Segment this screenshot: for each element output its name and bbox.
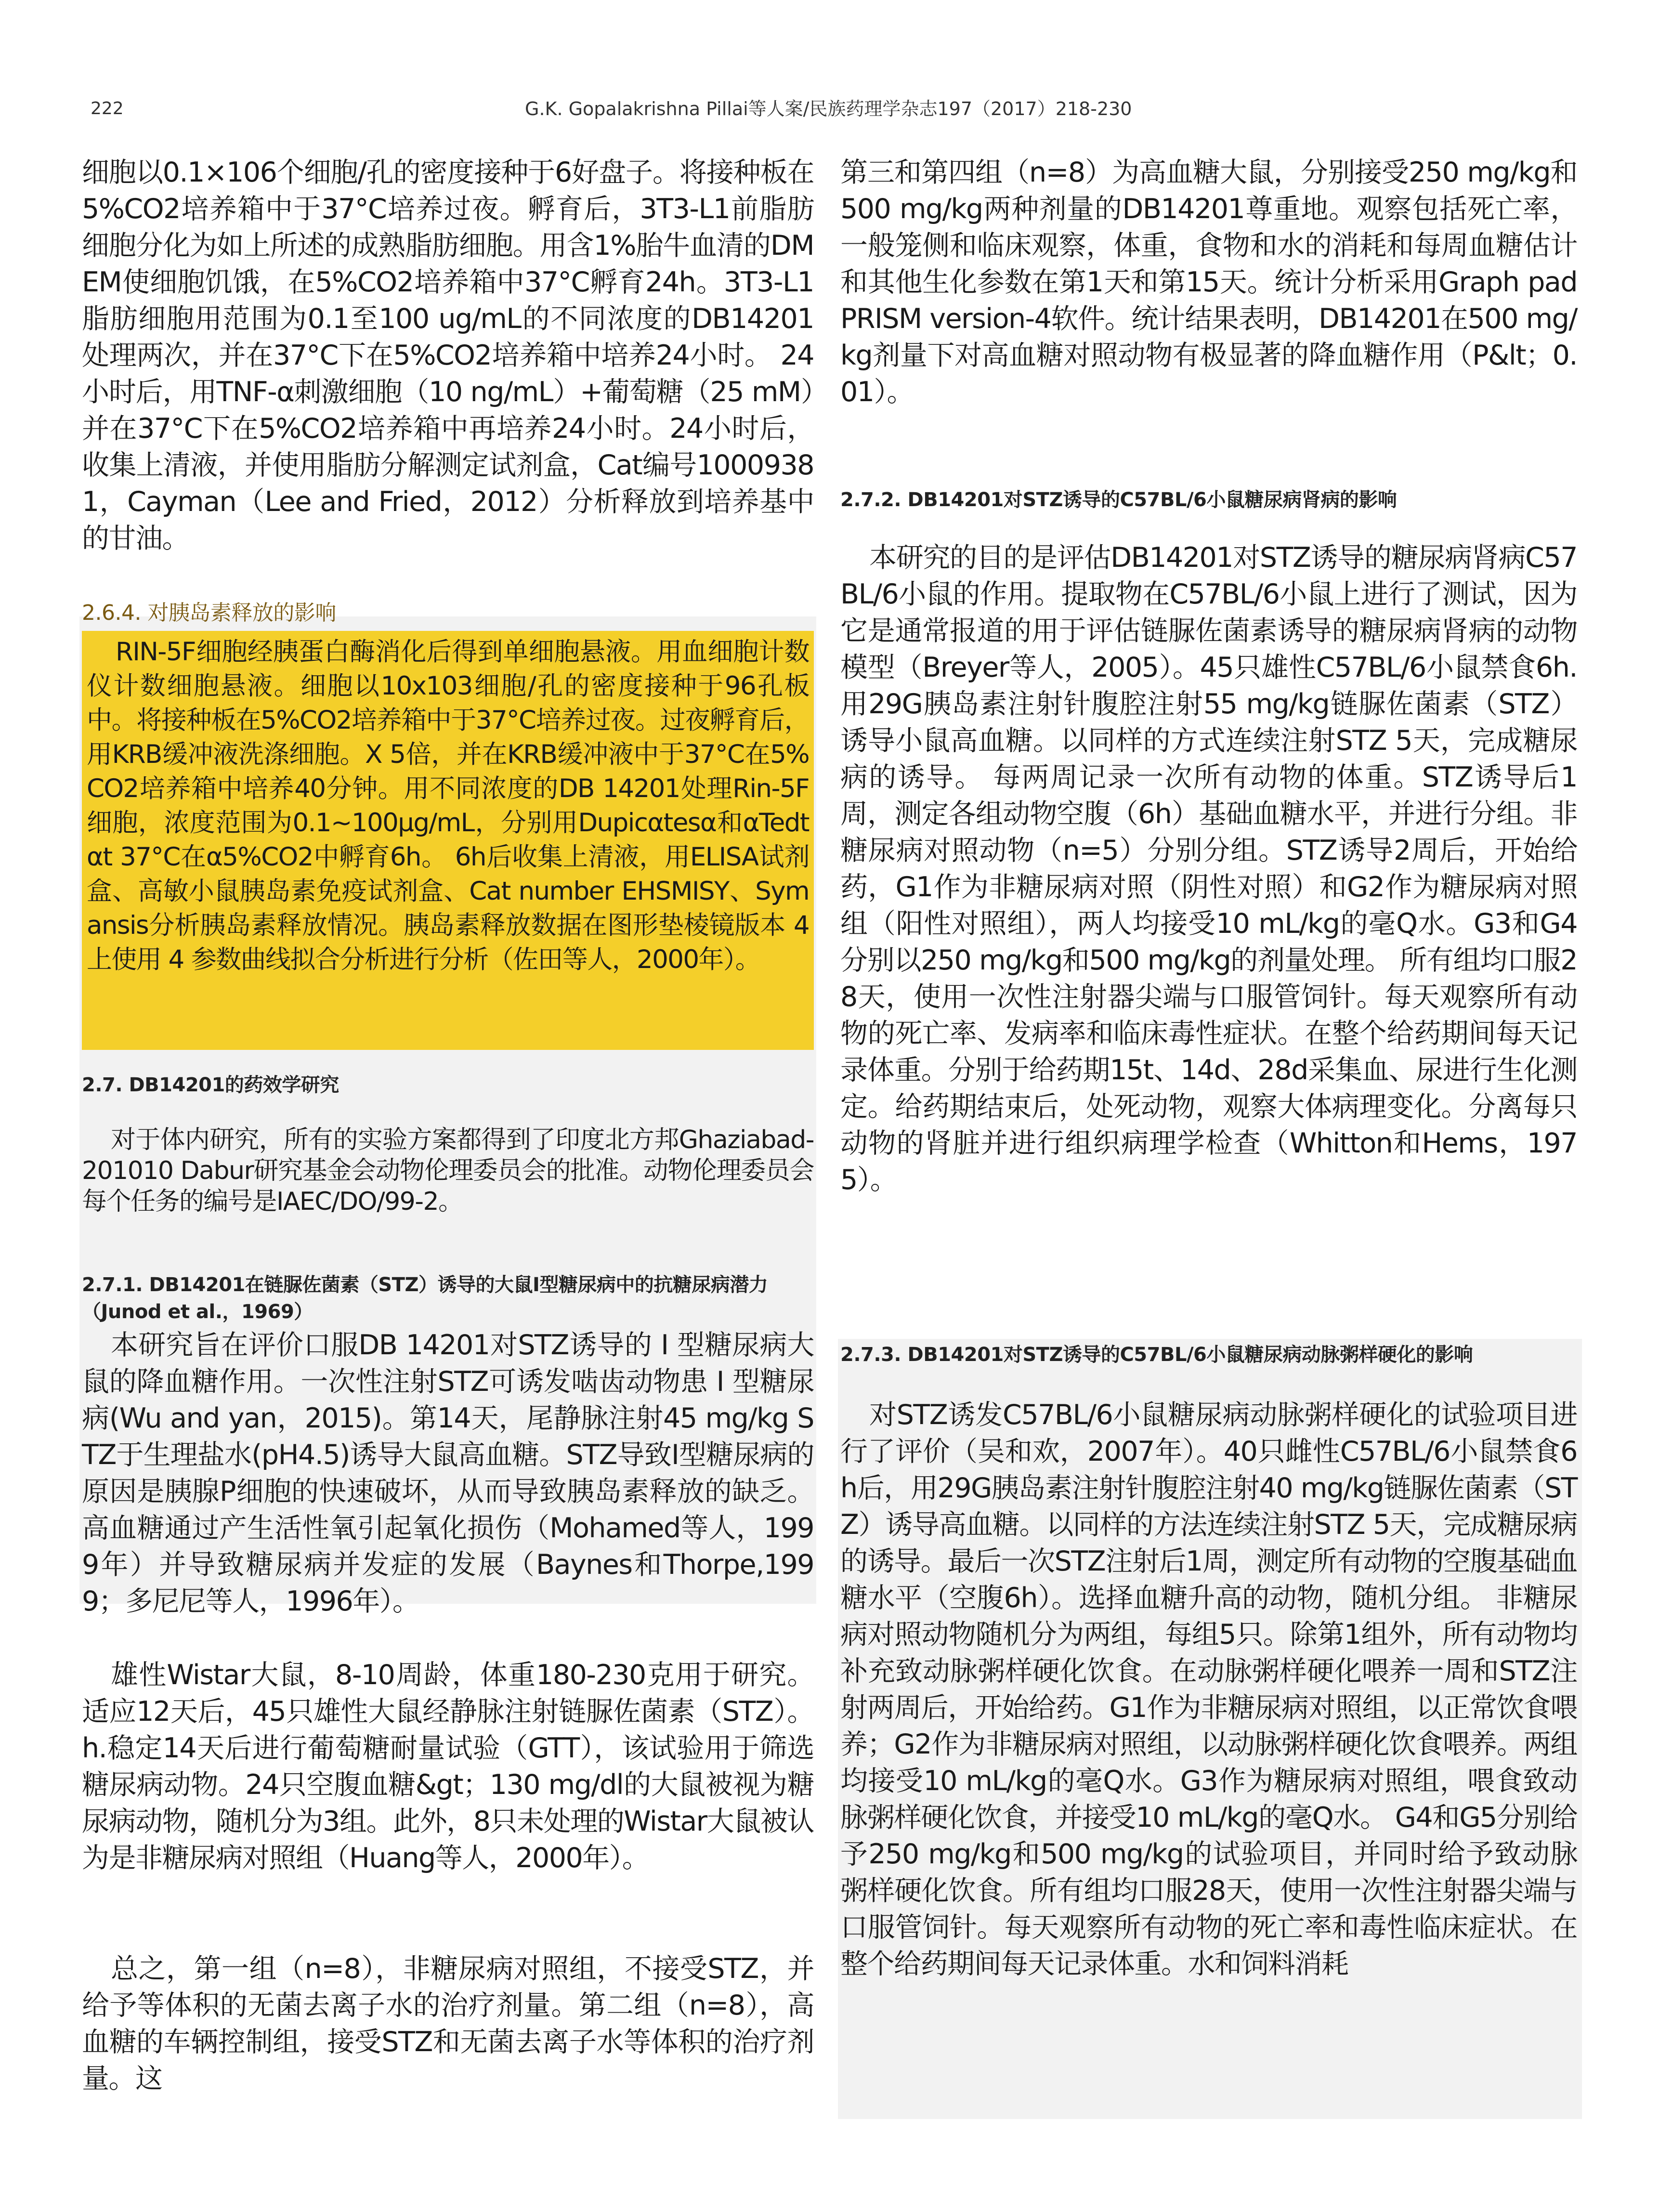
para-wistar-rats: 雄性Wistar大鼠，8-10周龄，体重180-230克用于研究。适应12天后，45只雄性大鼠经静脉注射链脲佐菌素（STZ）。h.稳定14天后进行葡萄糖耐量试验（GTT），该试验用于筛选糖尿病动物。24只空腹血糖&gt；130 mg/dl的大鼠被视为糖尿病动物，随机分为3组。此外，8只未处理的Wistar大鼠被认为是非糖尿病对照组（Huang等人，2000年）。 (82, 1659, 814, 1874)
running-title: G.K. Gopalakrishna Pillai等人案/民族药理学杂志197（2017）218-230 (525, 98, 1132, 119)
section-264 (82, 600, 814, 627)
para-atherosclerosis: 对STZ诱发C57BL/6小鼠糖尿病动脉粥样硬化的试验项目进行了评价（吴和欢，2007年）。40只雌性C57BL/6小鼠禁食6h后，用29G胰岛素注射针腹腔注射40 mg/kg链脲佐菌素（STZ）诱导高血糖。以同样的方法连续注射STZ 5天，完成糖尿病的诱导。最后一次STZ注射后1周，测定所有动物的空腹基础血糖水平（空腹6h）。选择血糖升高的动物，随机分组。 非糖尿病对照动物随机分为两组，每组5只。除第1组外，所有动物均补充致动脉粥样硬化饮食。在动脉粥样硬化喂养一周和STZ注射两周后，开始给药。G1作为非糖尿病对照组，以正常饮食喂养；G2作为非糖尿病对照组，以动脉粥样硬化饮食喂养。两组均接受10 mL/kg的毫Q水。G3作为糖尿病对照组，喂食致动脉粥样硬化饮食，并接受10 mL/kg的毫Q水。 G4和G5分别给予250 mg/kg和500 mg/kg的试验项目，并同时给予致动脉粥样硬化饮食。所有组均口服28天，使用一次性注射器尖端与口服管饲针。每天观察所有动物的死亡率和毒性临床症状。在整个给药期间每天记录体重。水和饲料消耗 (840, 1399, 1577, 1980)
heading-2-7-1: 2.7.1. DB14201在链脲佐菌素（STZ）诱导的大鼠I型糖尿病中的抗糖尿病潜力（Junod et al.，1969） (82, 1274, 768, 1323)
heading-2-7: 2.7. DB14201的药效学研究 (82, 1074, 339, 1096)
para-nephropathy: 本研究的目的是评估DB14201对STZ诱导的糖尿病肾病C57BL/6小鼠的作用。提取物在C57BL/6小鼠上进行了测试，因为它是通常报道的用于评估链脲佐菌素诱导的糖尿病肾病的动物模型（Breyer等人，2005）。45只雄性C57BL/6小鼠禁食6h.用29G胰岛素注射针腹腔注射55 mg/kg链脲佐菌素（STZ）诱导小鼠高血糖。以同样的方式连续注射STZ 5天，完成糖尿病的诱导。 每两周记录一次所有动物的体重。STZ诱导后1周，测定各组动物空腹（6h）基础血糖水平，并进行分组。非糖尿病对照动物（n=5）分别分组。STZ诱导2周后，开始给药，G1作为非糖尿病对照（阴性对照）和G2作为糖尿病对照组（阳性对照组），两人均接受10 mL/kg的毫Q水。G3和G4分别以250 mg/kg和500 mg/kg的剂量处理。 所有组均口服28天，使用一次性注射器尖端与口服管饲针。每天观察所有动物的死亡率、发病率和临床毒性症状。在整个给药期间每天记录体重。分别于给药期15t、14d、28d采集血、尿进行生化测定。给药期结束后，处死动物，观察大体病理变化。分离每只动物的肾脏并进行组织病理学检查（Whitton和Hems，1975）。 (840, 542, 1577, 1196)
para-271b-block (82, 1657, 814, 1876)
para-271a-block (82, 1327, 814, 1620)
section-272 (840, 486, 1577, 513)
page-header (0, 94, 1659, 123)
para-273-block (840, 1397, 1577, 1982)
para-insulin-release: RIN-5F细胞经胰蛋白酶消化后得到单细胞悬液。用血细胞计数仪计数细胞悬液。细胞以10x103细胞/孔的密度接种于96孔板中。将接种板在5%CO2培养箱中于37°C培养过夜。过夜孵育后，用KRB缓冲液洗涤细胞。X 5倍，并在KRB缓冲液中于37°C在5%CO2培养箱中培养40分钟。用不同浓度的DB 14201处理Rin-5F细胞，浓度范围为0.1~100μg/mL，分别用Dupicαtesα和αTedtαt 37°C在α5%CO2中孵育6h。 6h后收集上清液，用ELISA试剂盒、高敏小鼠胰岛素免疫试剂盒、Cat number EHSMISY、Symansis分析胰岛素释放情况。胰岛素释放数据在图形垫棱镜版本 4 上使用 4 参数曲线拟合分析进行分析（佐田等人，2000年）。 (87, 637, 809, 974)
para-272-block (840, 539, 1577, 1198)
heading-2-7-2: 2.7.2. DB14201对STZ诱导的C57BL/6小鼠糖尿病肾病的影响 (840, 489, 1397, 511)
para-cont-block (840, 154, 1577, 410)
para-27-block (82, 1125, 814, 1217)
section-271 (82, 1271, 814, 1325)
intro-block (82, 154, 814, 557)
para-groups-continued: 第三和第四组（n=8）为高血糖大鼠，分别接受250 mg/kg和500 mg/kg两种剂量的DB14201尊重地。观察包括死亡率，一般笼侧和临床观察，体重，食物和水的消耗和每周血糖估计和其他生化参数在第1天和第15天。统计分析采用Graph pad PRISM version-4软件。统计结果表明，DB14201在500 mg/kg剂量下对高血糖对照动物有极显著的降血糖作用（P&lt；0.01）。 (840, 157, 1577, 408)
para-lipolysis: 细胞以0.1×106个细胞/孔的密度接种于6好盘子。将接种板在5%CO2培养箱中于37°C培养过夜。孵育后，3T3-L1前脂肪细胞分化为如上所述的成熟脂肪细胞。用含1%胎牛血清的DMEM使细胞饥饿，在5%CO2培养箱中37°C孵育24h。3T3-L1脂肪细胞用范围为0.1至100 ug/mL的不同浓度的DB14201处理两次，并在37°C下在5%CO2培养箱中培养24小时。 24小时后，用TNF-α刺激细胞（10 ng/mL）+葡萄糖（25 mM）并在37°C下在5%CO2培养箱中再培养24小时。24小时后，收集上清液，并使用脂肪分解测定试剂盒，Cat编号10009381，Cayman（Lee and Fried，2012）分析释放到培养基中的甘油。 (82, 157, 814, 554)
para-271c-block (82, 1950, 814, 2097)
section-273 (840, 1341, 1577, 1368)
para-stz-rat-intro: 本研究旨在评价口服DB 14201对STZ诱导的 I 型糖尿病大鼠的降血糖作用。一次性注射STZ可诱发啮齿动物患 I 型糖尿病(Wu and yan，2015)。第14天，尾静脉注射45 mg/kg STZ于生理盐水(pH4.5)诱导大鼠高血糖。STZ导致I型糖尿病的原因是胰腺P细胞的快速破坏，从而导致胰岛素释放的缺乏。高血糖通过产生活性氧引起氧化损伤（Mohamed等人，1999年）并导致糖尿病并发症的发展（Baynes和Thorpe,1999；多尼尼等人，1996年）。 (82, 1329, 814, 1617)
heading-2-7-3: 2.7.3. DB14201对STZ诱导的C57BL/6小鼠糖尿病动脉粥样硬化的影响 (840, 1344, 1473, 1366)
page-number: 222 (91, 99, 124, 118)
heading-2-6-4: 2.6.4. 对胰岛素释放的影响 (82, 601, 336, 625)
para-groups: 总之，第一组（n=8），非糖尿病对照组，不接受STZ，并给予等体积的无菌去离子水的治疗剂量。第二组（n=8），高血糖的车辆控制组，接受STZ和无菌去离子水等体积的治疗剂量。这 (82, 1953, 814, 2094)
highlight-insulin-release (82, 631, 814, 1050)
para-ethics: 对于体内研究，所有的实验方案都得到了印度北方邦Ghaziabad-201010 Dabur研究基金会动物伦理委员会的批准。动物伦理委员会每个任务的编号是IAEC/DO/99-2。 (82, 1126, 814, 1216)
section-27 (82, 1072, 814, 1099)
